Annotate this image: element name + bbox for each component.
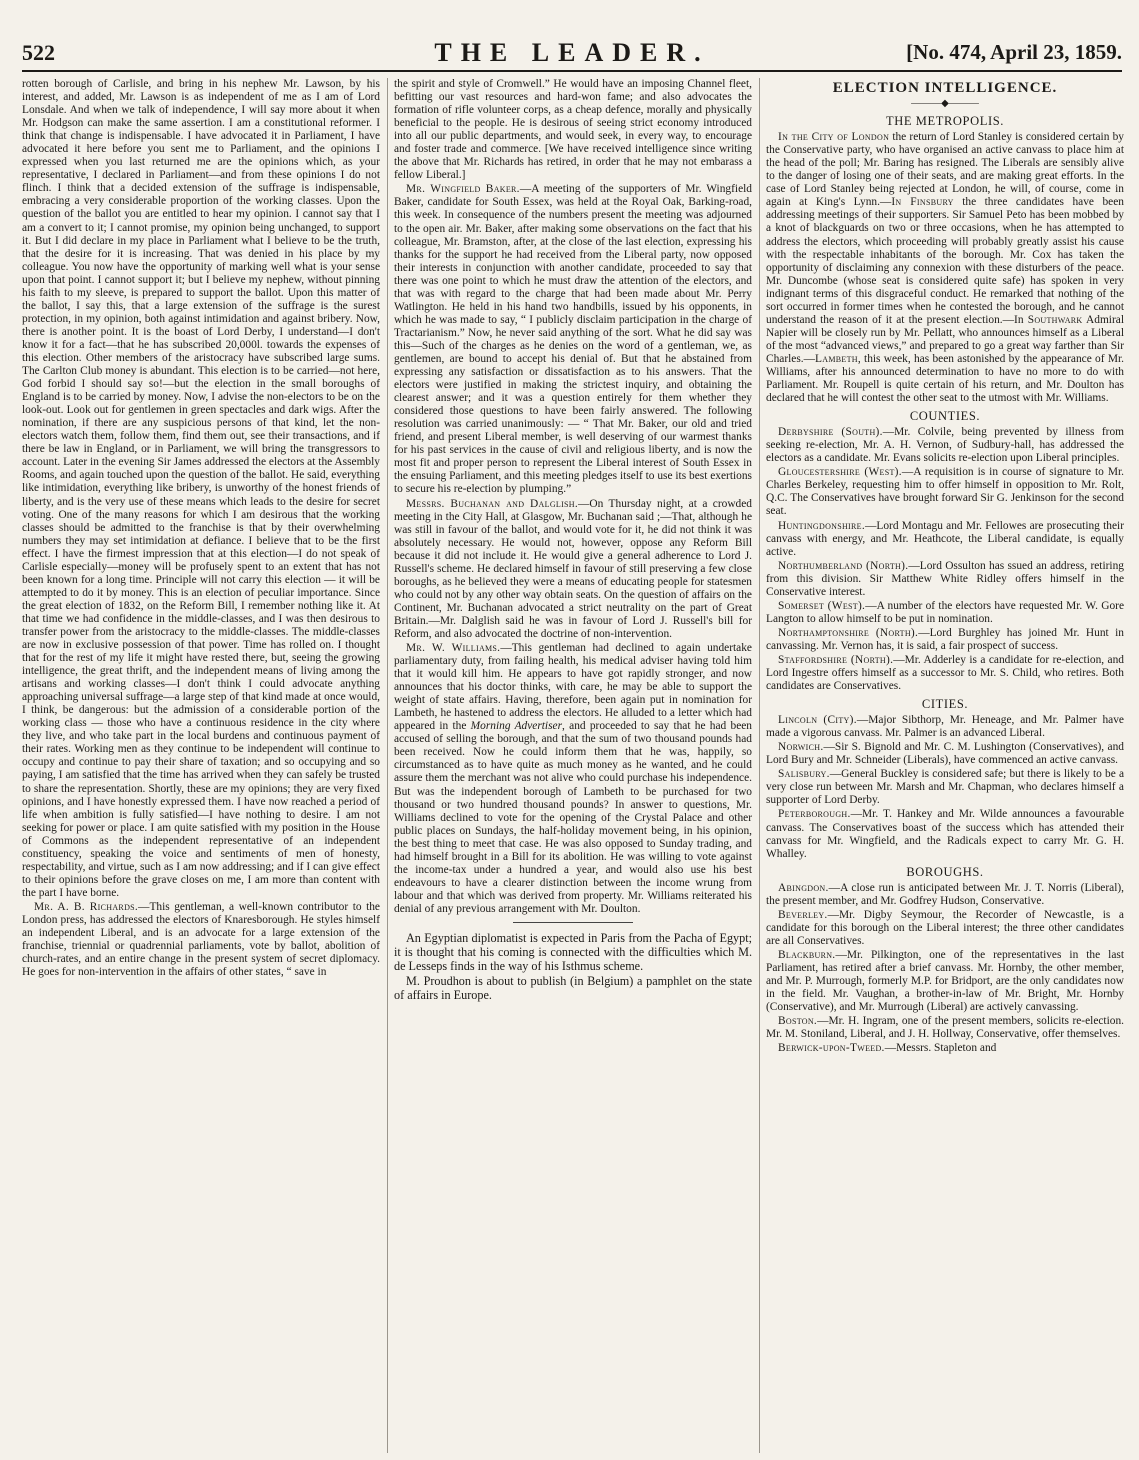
- place-lead: Huntingdonshire.: [778, 519, 865, 532]
- place-lead: Blackburn.: [778, 948, 836, 961]
- list-item: [766, 882, 1124, 908]
- article-text: , this week, has been astonished by the appearance of Mr. Williams, after his announced determination to have no more to do with Parliament. Mr. Roupell is quite certain of his return, and Mr. Doulton has declared that he will contest the other seat to the utmost with Mr. Williams.: [766, 352, 1124, 405]
- article-text: —A number of the electors have requested Mr. W. Gore Langton to allow himself to be put in nomination.: [766, 599, 1124, 625]
- place-lead: Abingdon.: [778, 881, 829, 894]
- boroughs-list: [766, 882, 1124, 1056]
- place-lead: Lambeth: [815, 352, 858, 365]
- place-lead: Staffordshire (North).: [778, 653, 894, 666]
- article-text: —Major Sibthorp, Mr. Heneage, and Mr. Palmer have made a vigorous canvass. Mr. Palmer is an advanced Liberal.: [766, 714, 1124, 740]
- article-text: Admiral Napier will be closely run by Mr. Pellatt, who announces himself as a Liberal of the most “advanced views,” and prepared to go a great way farther than Sir Charles.—: [766, 313, 1124, 365]
- list-item: [766, 600, 1124, 626]
- article-text: —Lord Burghley has joined Mr. Hunt in canvassing. Mr. Vernon has, it is said, a fair prospect of success.: [766, 626, 1124, 652]
- place-lead: Norwich.: [778, 741, 824, 754]
- subsection-boroughs: BOROUGHS.: [906, 864, 984, 879]
- news-note-egypt: An Egyptian diplomatist is expected in Paris from the Pacha of Egypt; it is thought that his coming is connected with the difficulties which M. de Lesseps finds in the way of his Isthmus scheme.: [394, 931, 752, 973]
- list-item: [766, 714, 1124, 740]
- list-item: [766, 627, 1124, 653]
- masthead: THE LEADER.: [434, 38, 710, 67]
- list-item: [766, 426, 1124, 465]
- article-text: —Mr. H. Ingram, one of the present members, solicits re-election. Mr. M. Stoniland, Liberal, and J. H. Hollway, Conservative, offer themselves.: [766, 1015, 1124, 1041]
- place-lead: Somerset (West).: [778, 599, 866, 612]
- article-text: —This gentleman, a well-known contributor to the London press, has addressed the electors of Knaresborough. He styles himself an independent Liberal, and is an advocate for a large extension of the franchise, triennial or quadrennial parliaments, vote by ballot, abolition of church-rates, and an entire change in the present system of secret diplomacy. He goes for non-intervention in the affairs of other states, “ save in: [22, 900, 380, 979]
- article-text: —Lord Ossulton has ssued an address, retiring from this division. Sir Matthew White Ridley offers himself in the Conservative interest.: [766, 559, 1124, 598]
- place-lead: In Finsbury: [891, 196, 954, 209]
- page-header: [22, 40, 1122, 72]
- article-williams: [394, 642, 752, 916]
- place-lead: Berwick-upon-Tweed.: [778, 1042, 885, 1055]
- subsection-cities: CITIES.: [921, 697, 969, 712]
- issue-info: [No. 474, April 23, 1859.: [906, 40, 1122, 64]
- article-lead: Mr. W. Williams.: [406, 642, 501, 655]
- article-text: —A close run is anticipated between Mr. J. T. Norris (Liberal), the present member, and Mr. Godfrey Hudson, Conservative.: [766, 881, 1124, 907]
- article-text: —Mr. Digby Seymour, the Recorder of Newcastle, is a candidate for this borough on the Liberal interest; the three other candidates are all Conservatives.: [766, 908, 1124, 947]
- column-1: [22, 78, 380, 1453]
- place-lead: Lincoln (City).: [778, 714, 857, 727]
- article-text: —A requisition is in course of signature to Mr. Charles Berkeley, requesting him to offer himself in opposition to Mr. Rolt, Q.C. The Conservatives have brought forward Sir G. Jenkinson for the second seat.: [766, 466, 1124, 518]
- section-title: ELECTION INTELLIGENCE.: [832, 80, 1058, 96]
- article-lead: Mr. A. B. Richards.: [34, 900, 139, 913]
- counties-list: [766, 426, 1124, 693]
- newspaper-title: Morning Advertiser: [470, 720, 563, 733]
- article-text: —Mr. Colvile, being prevented by illness from seeking re-election, Mr. A. H. Vernon, of Sudbury-hall, has addressed the electors as a candidate. Mr. Evans solicits re-election upon Liberal principles.: [766, 426, 1124, 465]
- article-text: , and proceeded to say that he had been accused of selling the borough, and that the sum of two thousand pounds had been received. Now he could inform them that he was, happily, so circumstanced as to have quite as much money as he wanted, and he could assure them the merchant was not alive who could purchase his independence. But was the independent borough of Lambeth to be purchased for two thousand or two hundred thousand pounds? In answer to questions, Mr. Williams declined to vote for the opening of the Crystal Palace and other public places on Sundays, the half-holiday movement being, in his opinion, the best thing to meet that case. He was also opposed to Sunday trading, and had himself brought in a Bill for its abolition. He was willing to vote against the income-tax under a hundred a year, and would also use his best endeavours to have a clearer distinction between the income wrung from labour and that which was derived from property. Mr. Williams reiterated his denial of any previous arrangement with Mr. Doulton.: [394, 720, 752, 915]
- place-lead: Boston.: [778, 1015, 818, 1028]
- speech-paragraph: rotten borough of Carlisle, and bring in his nephew Mr. Lawson, by his interest, and added, Mr. Lawson is as independent of me as I am of Lord Lonsdale. And when we talk of independence, I will say more about it when Mr. Hodgson can make the same assertion. I am a constitutional reformer. I think that change is indispensable. I have advocated it in Parliament, I have advocated it here before you sent me to Parliament, and the opinions I expressed when you last returned me are the opinions which, as your representative, I declared in Parliament—and from these opinions I do not flinch. I think that a decided extension of the suffrage is indispensable, embracing a very considerable proportion of the working classes. Upon the question of the ballot you are entitled to hear my opinion. I cannot say that I am a convert to it; I cannot promise, my opinion being unchanged, to support it. But I did declare in my place in Parliament what I believe to be the truth, that the desire for it is increasing. That was denied in his place by my colleague. You now have the opportunity of marking well what is your sense upon that point. I cannot support it; but I believe my nephew, without pinning his faith to my sleeve, is prepared to support the ballot. Upon this matter of the ballot, I say this, that a large extension of the suffrage is the surest protection, in my opinion, both against intimidation and against bribery. Now, there is another point. It is the boast of Lord Derby, I understand—I don't know it for a fact—that he has subscribed 20,000l. towards the expenses of this election. Other members of the aristocracy have subscribed large sums. The Carlton Club money is abundant. This election is to be carried—not here, God forbid I should say so!—but the election in the small boroughs of England is to be carried by money. Now, I advise the non-electors to be on the look-out. Look out for gentlemen in green spectacles and dark wigs. After the nomination, if there are any suspicious persons of that kind, let the non-electors watch them, follow them, find them out, see their transactions, and if there be law in England, or in Parliament, we will bring the transgressors to account. Later in the evening Sir James addressed the electors at the Assembly Rooms, and again touched upon the question of the ballot. He said, everything like intimidation, everything like bribery, is unworthy of the honest friends of liberty, and is the very use of these means which leads to the desire for secret voting. One of the many reasons for which I am desirous that the working classes should be admitted to the franchise is that by their overwhelming numbers they may set intimidation at defiance. I believe that to be the first effect. I have the firmest impression that at this election—I do not speak of Carlisle especially—money will be profusely spent to an extent that has not been known for a long time. Principle will not carry this election — it will be attempted to do it by money. This is an election of peculiar importance. Since the great election of 1832, on the Reform Bill, I remember nothing like it. At that time we had confidence in the middle-classes, and I was then desirous to transfer power from the aristocracy to the middle-classes. The middle-classes are now in exclusive possession of that power. Time has rolled on. I thought that for the rest of my life it might have rested there, but, seeing the growing intelligence, the great thrift, and the independent means of living among the artisans and working classes—I don't think I could advocate anything approaching universal suffrage—a large step of that kind made at once would, I think, be dangerous: but the admission of a considerable portion of the working class — those who have a continuous residence in the city where they live, and who take part in the local burdens and continuous payment of their rates. Working men as they continue to be independent will continue to occupy and continue to pay their share of taxation; and so occupying and so paying, I am satisfied that the time has arrived when they can safely be trusted to share the representation. Shortly, these are my opinions; they are very fixed opinions, and I have honestly expressed them. I have now reached a period of life when ambition is fully satisfied—I have nothing to desire. I am not seeking for power or place. I am quite satisfied with my position in the House of Commons as the independent representative of an independent constituency, speaking the voice and sentiments of men of honesty, respectability, and virtue, such as I am now addressing; and if I can give effect to their opinions before the grave closes on me, I am more than content with the part I have borne.: [22, 78, 380, 899]
- column-2: [394, 78, 752, 1453]
- list-item: [766, 1015, 1124, 1041]
- article-text: —Messrs. Stapleton and: [884, 1042, 997, 1055]
- article-continuation: the spirit and style of Cromwell.” He would have an imposing Channel fleet, befitting our vast resources and hard-won fame; and also advocates the formation of rifle volunteer corps, as a cheap defence, morally and physically beneficial to the people. He is desirous of seeing strict economy introduced into all our public departments, and would seek, in every way, to encourage and foster trade and commerce. [We have received intelligence since writing the above that Mr. Richards has retired, in order that he may not embarass a fellow Liberal.]: [394, 78, 752, 182]
- place-lead: Southwark: [1027, 313, 1083, 326]
- column-rule: [387, 78, 388, 1453]
- article-text: —A meeting of the supporters of Mr. Wingfield Baker, candidate for South Essex, was held at the Royal Oak, Barking-road, this week. In consequence of the numbers present the meeting was adjourned to the open air. Mr. Baker, after making some observations on the fact that his colleague, Mr. Bramston, after, at the close of the last election, expressing his thanks for the support he had received from the Liberal party, now opposed their interests in conjunction with another candidate, proceeded to say that there was one point to which he must draw the attention of the electors, and that was with regard to the charge that had been made about Mr. Perry Watlington. He held in his hand two handbills, issued by his opponents, in which he was made to say, “ I publicly disclaim participation in the charge of Tractarianism.” Now, he never said anything of the sort. What he did say was this—Such of the charges as he denies on the word of a gentleman, we, as gentlemen, are bound to accept his denial of. But that he abstained from expressing any satisfaction or dissatisfaction as to his answers. That the electors were justified in making the strictest inquiry, and obtaining the clearest answer; and it was a question entirely for them whether they considered those questions to have been fairly answered. The following resolution was carried unanimously: — “ That Mr. Baker, our old and tried friend, and present Liberal member, is well deserving of our warmest thanks for his past services in the cause of civil and religious liberty, and is now the most fit and proper person to represent the Liberal interest of South Essex in the ensuing Parliament, and this meeting pledges itself to use its best exertions to secure his re-election by plumping.”: [394, 183, 752, 496]
- cities-list: [766, 714, 1124, 861]
- article-text: —Mr. T. Hankey and Mr. Wilde announces a favourable canvass. The Conservatives boast of the success which has attended their canvass for Mr. Wingfield, and the Radicals expect to carry Mr. G. H. Whalley.: [766, 808, 1124, 860]
- list-item: [766, 1042, 1124, 1055]
- divider: [513, 922, 633, 923]
- article-text: —Sir S. Bignold and Mr. C. M. Lushington (Conservatives), and Lord Bury and Mr. Schneider (Liberals), have commenced an active canvass.: [766, 741, 1124, 767]
- list-item: [766, 909, 1124, 948]
- list-item: [766, 520, 1124, 559]
- list-item: [766, 654, 1124, 693]
- list-item: [766, 466, 1124, 518]
- article-baker: [394, 183, 752, 496]
- list-item: [766, 808, 1124, 860]
- list-item: [766, 560, 1124, 599]
- list-item: [766, 768, 1124, 807]
- place-lead: In the City of London: [778, 131, 890, 144]
- list-item: [766, 949, 1124, 1014]
- article-richards: [22, 901, 380, 979]
- article-text: the return of Lord Stanley is considered certain by the Conservative party, who have organised an active canvass to place him at the head of the poll; Mr. Baring has resigned. The Liberals are sensibly alive to the danger of losing one of their seats, and are making great efforts. In the case of Lord Stanley being rejected at London, he will, of course, come in again at King's Lynn.—: [766, 131, 1124, 209]
- article-lead: Messrs. Buchanan and Dalglish.: [406, 497, 579, 510]
- news-note-proudhon: M. Proudhon is about to publish (in Belgium) a pamphlet on the state of affairs in Europe.: [394, 974, 752, 1002]
- place-lead: Beverley.: [778, 908, 828, 921]
- place-lead: Salisbury.: [778, 768, 830, 781]
- metropolis-paragraph: [766, 131, 1124, 405]
- column-3: [766, 78, 1124, 1453]
- ornament-divider: ———◆———: [911, 98, 979, 110]
- place-lead: Derbyshire (South).: [778, 426, 883, 439]
- article-text: —Mr. Pilkington, one of the representatives in the last Parliament, has retired after a brief canvass. Mr. Hornby, the other member, and Mr. P. Murrough, formerly M.P. for Bridport, are the only candidates now in the field. Mr. Vaughan, a brother-in-law of Mr. Bright, Mr. Hornby (Conservative), and Mr. Murrough (Liberal) are actively canvassing.: [766, 948, 1124, 1014]
- page-number: 522: [22, 40, 55, 65]
- article-text: —This gentleman had declined to again undertake parliamentary duty, from failing health, his medical adviser having told him that it would kill him. He appears to have got rapidly stronger, and now announces that his doctor thinks, with care, he may be able to support the weight of state affairs. Having, therefore, been again put in nomination for Lambeth, he hastened to address the electors. He alluded to a letter which had appeared in the: [394, 642, 752, 733]
- article-text: —General Buckley is considered safe; but there is likely to be a very close run between Mr. Marsh and Mr. Chapman, who declares himself a supporter of Lord Derby.: [766, 768, 1124, 807]
- article-text: the three candidates have been addressing meetings of their supporters. Sir Samuel Peto has been mobbed by a knot of blackguards on two or three occasions, when he has attempted to address the electors, which proceeding will probably greatly assist his cause with the respectable inhabitants of the borough. Mr. Cox has taken the opportunity of disclaiming any connexion with these disturbers of the peace. Mr. Duncombe (whose seat is considered quite safe) has spoken in very indignant terms of this disgraceful conduct. He remarked that nothing of the sort occurred in former times when he contested the borough, and he cannot understand the reason of it at the present election.—In: [766, 196, 1124, 326]
- column-rule: [759, 78, 760, 1453]
- place-lead: Northumberland (North).: [778, 559, 909, 572]
- article-lead: Mr. Wingfield Baker.: [406, 183, 520, 196]
- article-text: —Mr. Adderley is a candidate for re-election, and Lord Ingestre offers himself as a successor to Mr. S. Child, who retires. Both candidates are Conservatives.: [766, 653, 1124, 693]
- article-buchanan: [394, 498, 752, 642]
- article-text: —Lord Montagu and Mr. Fellowes are prosecuting their canvass with energy, and Mr. Heathcote, the Liberal candidate, is equally active.: [766, 519, 1124, 558]
- article-text: —On Thursday night, at a crowded meeting in the City Hall, at Glasgow, Mr. Buchanan said ;—That, although he was still in favour of the ballot, and would vote for it, he did not think it was absolutely necessary. He would not, however, oppose any Reform Bill because it did not include it. He would give a general adherence to Lord J. Russell's scheme. He declared himself in favour of still preserving a few close boroughs, as he believed they were a means of educating people for statesmen who could not by any other way obtain seats. On the question of affairs on the Continent, Mr. Buchanan advocated a strict neutrality on the part of Great Britain.—Mr. Dalglish said he was in favour of Lord J. Russell's bill for Reform, and also advocated the doctrine of non-intervention.: [394, 497, 752, 640]
- list-item: [766, 741, 1124, 767]
- place-lead: Northamptonshire (North).: [778, 626, 919, 639]
- place-lead: Peterborough.: [778, 808, 851, 821]
- subsection-metropolis: THE METROPOLIS.: [885, 114, 1005, 129]
- subsection-counties: COUNTIES.: [909, 409, 981, 424]
- place-lead: Gloucestershire (West).: [778, 466, 902, 479]
